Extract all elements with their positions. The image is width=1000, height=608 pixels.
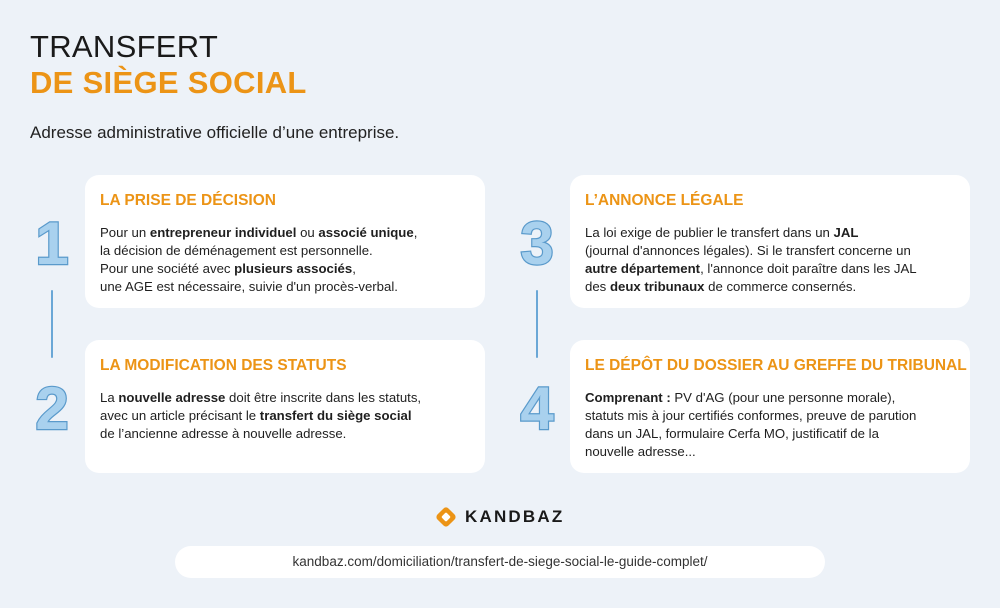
- emphasis-text: entrepreneur individuel: [149, 225, 297, 240]
- body-text: ,: [413, 225, 418, 240]
- description-line: [585, 224, 917, 242]
- body-text: des: [585, 279, 610, 294]
- brand-name: KANDBAZ: [465, 507, 565, 526]
- emphasis-text: nouvelle adresse: [118, 390, 226, 405]
- body-text: La loi exige de publier le transfert dans un: [585, 225, 834, 240]
- description-line: [585, 242, 917, 260]
- description-line: [585, 443, 916, 461]
- body-text: ,: [352, 261, 356, 276]
- step-card-4: [570, 340, 970, 473]
- step-description: [100, 389, 421, 443]
- emphasis-text: JAL: [833, 225, 859, 240]
- body-text: PV d'AG (pour une personne morale),: [670, 390, 896, 405]
- body-text: de commerce consernés.: [704, 279, 857, 294]
- body-text: nouvelle adresse...: [585, 444, 696, 459]
- description-line: [100, 260, 417, 278]
- step-title: LA MODIFICATION DES STATUTS: [100, 357, 347, 374]
- body-text: Pour un: [100, 225, 150, 240]
- step-number-2: [22, 371, 82, 442]
- svg-text:4: 4: [520, 375, 554, 442]
- emphasis-text: autre département: [585, 261, 701, 276]
- body-text: (journal d'annonces légales). Si le transfert concerne un: [585, 243, 911, 258]
- body-text: , l'annonce doit paraître dans les JAL: [700, 261, 917, 276]
- step-connector-right: [536, 290, 538, 358]
- body-text: La: [100, 390, 119, 405]
- step-description: [585, 224, 917, 296]
- step-connector-left: [51, 290, 53, 358]
- emphasis-text: deux tribunaux: [609, 279, 705, 294]
- step-title: LE DÉPÔT DU DOSSIER AU GREFFE DU TRIBUNAL: [585, 357, 967, 374]
- step-description: [585, 389, 916, 461]
- description-line: [100, 224, 417, 242]
- step-description: [100, 224, 417, 296]
- description-line: [100, 242, 417, 260]
- source-url: kandbaz.com/domiciliation/transfert-de-siege-social-le-guide-complet/: [175, 546, 825, 578]
- description-line: [100, 389, 421, 407]
- step-card-3: [570, 175, 970, 308]
- description-line: [585, 425, 916, 443]
- emphasis-text: transfert du siège social: [259, 408, 412, 423]
- page-title-line1: TRANSFERT: [30, 29, 219, 64]
- body-text: la décision de déménagement est personnelle.: [100, 243, 373, 258]
- description-line: [100, 278, 417, 296]
- emphasis-text: plusieurs associés: [234, 261, 353, 276]
- body-text: Pour une société avec: [100, 261, 235, 276]
- body-text: ou: [296, 225, 319, 240]
- body-text: avec un article précisant le: [100, 408, 260, 423]
- step-number-4: [507, 371, 567, 442]
- step-title: LA PRISE DE DÉCISION: [100, 192, 276, 209]
- description-line: [100, 425, 421, 443]
- brand-logo: [435, 505, 564, 529]
- emphasis-text: Comprenant :: [585, 390, 671, 405]
- svg-text:3: 3: [520, 210, 554, 277]
- description-line: [585, 407, 916, 425]
- body-text: de l’ancienne adresse à nouvelle adresse.: [100, 426, 347, 441]
- description-line: [585, 278, 917, 296]
- body-text: une AGE est nécessaire, suivie d'un procès-verbal.: [100, 279, 398, 294]
- step-number-3: [507, 206, 567, 277]
- step-card-2: [85, 340, 485, 473]
- svg-text:1: 1: [35, 210, 69, 277]
- emphasis-text: associé unique: [318, 225, 414, 240]
- step-title: L’ANNONCE LÉGALE: [585, 192, 744, 209]
- page-title-line2: DE SIÈGE SOCIAL: [30, 65, 307, 100]
- page-subtitle: Adresse administrative officielle d’une entreprise.: [30, 123, 400, 142]
- step-number-1: [22, 206, 82, 277]
- description-line: [585, 389, 916, 407]
- kandbaz-logo-icon: [435, 506, 457, 528]
- description-line: [585, 260, 917, 278]
- description-line: [100, 407, 421, 425]
- body-text: dans un JAL, formulaire Cerfa MO, justificatif de la: [585, 426, 879, 441]
- body-text: statuts mis à jour certifiés conformes, preuve de parution: [585, 408, 917, 423]
- svg-text:2: 2: [35, 375, 69, 442]
- step-card-1: [85, 175, 485, 308]
- body-text: doit être inscrite dans les statuts,: [225, 390, 422, 405]
